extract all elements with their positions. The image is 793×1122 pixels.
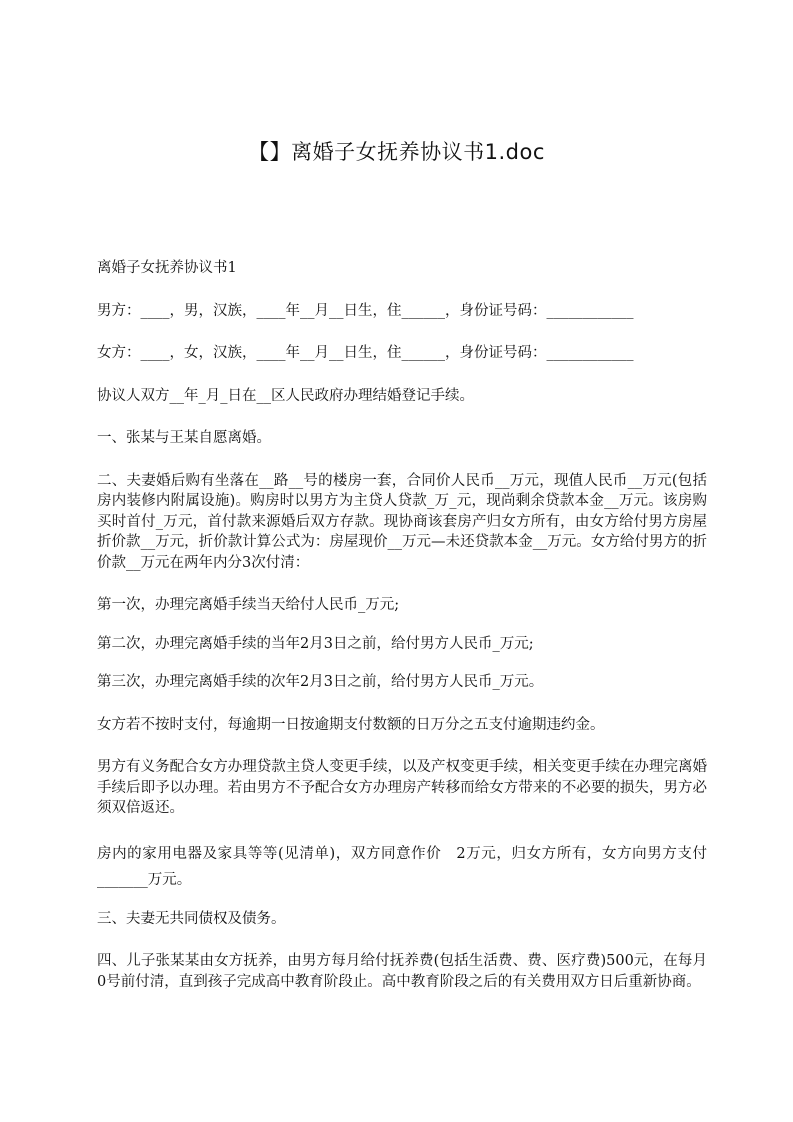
paragraph-payment-2: 第二次，办理完离婚手续的当年2月3日之前，给付男方人民币_万元; — [97, 635, 534, 652]
paragraph-male-party: 男方：____，男，汉族，____年__月__日生，住______，身份证号码：____________ — [97, 302, 634, 319]
paragraph-clause-2: 二、夫妻婚后购有坐落在__路__号的楼房一套，合同价人民币__万元，现值人民币__万元(包括房内装修内附属设施)。购房时以男方为主贷人贷款_万_元，现尚剩余贷款本金__万元。该房购买时首付_万元，首付款来源婚后双方存款。现协商该套房产归女方所有，由女方给付男方房屋折价款__万元，折价款计算公式为：房屋现价__万元—未还贷款本金__万元。女方给付男方的折价款__万元在两年内分3次付清： — [97, 472, 707, 571]
document-body — [97, 258, 707, 1014]
doc-heading: 离婚子女抚养协议书1 — [97, 260, 237, 276]
paragraph-clause-1: 一、张某与王某自愿离婚。 — [97, 430, 271, 446]
paragraph-furniture: 房内的家用电器及家具等等(见清单)，双方同意作价 2万元，归女方所有，女方向男方支付_______万元。 — [97, 845, 707, 888]
paragraph-male-obligation: 男方有义务配合女方办理贷款主贷人变更手续，以及产权变更手续，相关变更手续在办理完离婚手续后即予以办理。若由男方不予配合女方办理房产转移而给女方带来的不必要的损失，男方必须双倍返还。 — [97, 759, 707, 816]
paragraph-marriage-registration: 协议人双方__年_月_日在__区人民政府办理结婚登记手续。 — [97, 387, 474, 404]
paragraph-payment-3: 第三次，办理完离婚手续的次年2月3日之前，给付男方人民币_万元。 — [97, 674, 544, 690]
paragraph-payment-1: 第一次，办理完离婚手续当天给付人民币_万元; — [97, 597, 400, 613]
paragraph-late-penalty: 女方若不按时支付，每逾期一日按逾期支付数额的日万分之五支付逾期违约金。 — [97, 716, 605, 733]
paragraph-female-party: 女方：____，女，汉族，____年__月__日生，住______，身份证号码：____________ — [97, 345, 634, 361]
document-title: 【】离婚子女抚养协议书1.doc — [248, 140, 545, 164]
paragraph-clause-3: 三、夫妻无共同债权及债务。 — [97, 910, 286, 927]
paragraph-clause-4: 四、儿子张某某由女方抚养，由男方每月给付抚养费(包括生活费、费、医疗费)500元，在每月0号前付清，直到孩子完成高中教育阶段止。高中教育阶段之后的有关费用双方日后重新协商。 — [97, 953, 707, 990]
